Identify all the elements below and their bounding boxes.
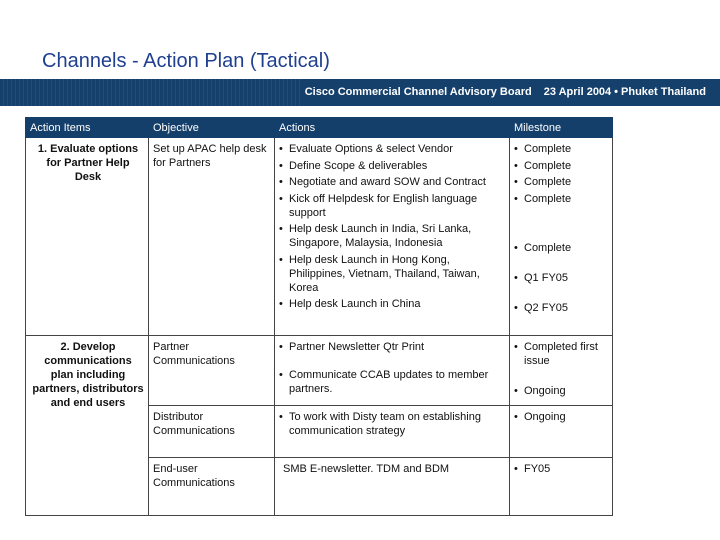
actions-cell	[275, 138, 510, 336]
objective-cell: End-user Communications	[149, 458, 275, 516]
action-list-item: • Partner Newsletter Qtr Print	[279, 340, 505, 354]
event-info: Cisco Commercial Channel Advisory Board 23 April 2004 • Phuket Thailand	[304, 86, 706, 98]
header-objective: Objective	[149, 118, 275, 138]
objective-cell: Set up APAC help desk for Partners	[149, 138, 275, 336]
header-milestone: Milestone	[510, 118, 613, 138]
slide-title: Channels - Action Plan (Tactical)	[42, 50, 330, 72]
milestone-item: • Completed first issue	[514, 340, 608, 368]
header-band	[0, 79, 720, 106]
action-list-item: • To work with Disty team on establishing communication strategy	[279, 410, 505, 438]
milestone-item: • Complete	[514, 175, 608, 189]
event-location: Phuket Thailand	[621, 86, 706, 98]
milestone-item: • Complete	[514, 241, 608, 255]
table-header-row	[26, 118, 613, 138]
action-list-item: • Help desk Launch in India, Sri Lanka, Singapore, Malaysia, Indonesia	[279, 222, 505, 250]
action-list-item: • Help desk Launch in China	[279, 297, 505, 311]
milestone-cell	[510, 406, 613, 458]
action-item-cell	[26, 138, 149, 336]
objective-cell: Partner Communications	[149, 336, 275, 406]
objective-cell: Distributor Communications	[149, 406, 275, 458]
milestone-item: • Ongoing	[514, 410, 608, 424]
action-list-item: • Negotiate and award SOW and Contract	[279, 175, 505, 189]
action-list-item: • Communicate CCAB updates to member partners.	[279, 368, 505, 396]
action-item-text: 2. Develop communications plan including partners, distributors and end users	[32, 341, 144, 409]
action-list-item: • Help desk Launch in Hong Kong, Philippines, Vietnam, Thailand, Taiwan, Korea	[279, 253, 505, 295]
band-stripes	[0, 79, 300, 106]
actions-cell	[275, 458, 510, 516]
header-actions: Actions	[275, 118, 510, 138]
action-list-item: • Kick off Helpdesk for English language support	[279, 192, 505, 220]
event-name: Cisco Commercial Channel Advisory Board	[304, 86, 532, 98]
table-row	[26, 138, 613, 336]
action-plan-table	[25, 117, 613, 516]
milestone-cell	[510, 336, 613, 406]
milestone-item: • Complete	[514, 159, 608, 173]
milestone-item: • Complete	[514, 192, 608, 206]
table-row	[26, 336, 613, 406]
milestone-item: • Q1 FY05	[514, 271, 608, 285]
milestone-cell	[510, 138, 613, 336]
action-item-text: 1. Evaluate options for Partner Help Desk	[37, 143, 139, 183]
action-plain-text: SMB E-newsletter. TDM and BDM	[283, 463, 450, 475]
actions-cell	[275, 406, 510, 458]
actions-cell	[275, 336, 510, 406]
event-date: 23 April 2004	[543, 86, 612, 98]
milestone-item: • FY05	[514, 462, 608, 476]
milestone-item: • Q2 FY05	[514, 301, 608, 315]
milestone-cell	[510, 458, 613, 516]
milestone-item: • Complete	[514, 142, 608, 156]
header-action-items: Action Items	[26, 118, 149, 138]
action-list-item: • Define Scope & deliverables	[279, 159, 505, 173]
milestone-item: • Ongoing	[514, 384, 608, 398]
action-list-item: • Evaluate Options & select Vendor	[279, 142, 505, 156]
action-item-cell	[26, 336, 149, 516]
